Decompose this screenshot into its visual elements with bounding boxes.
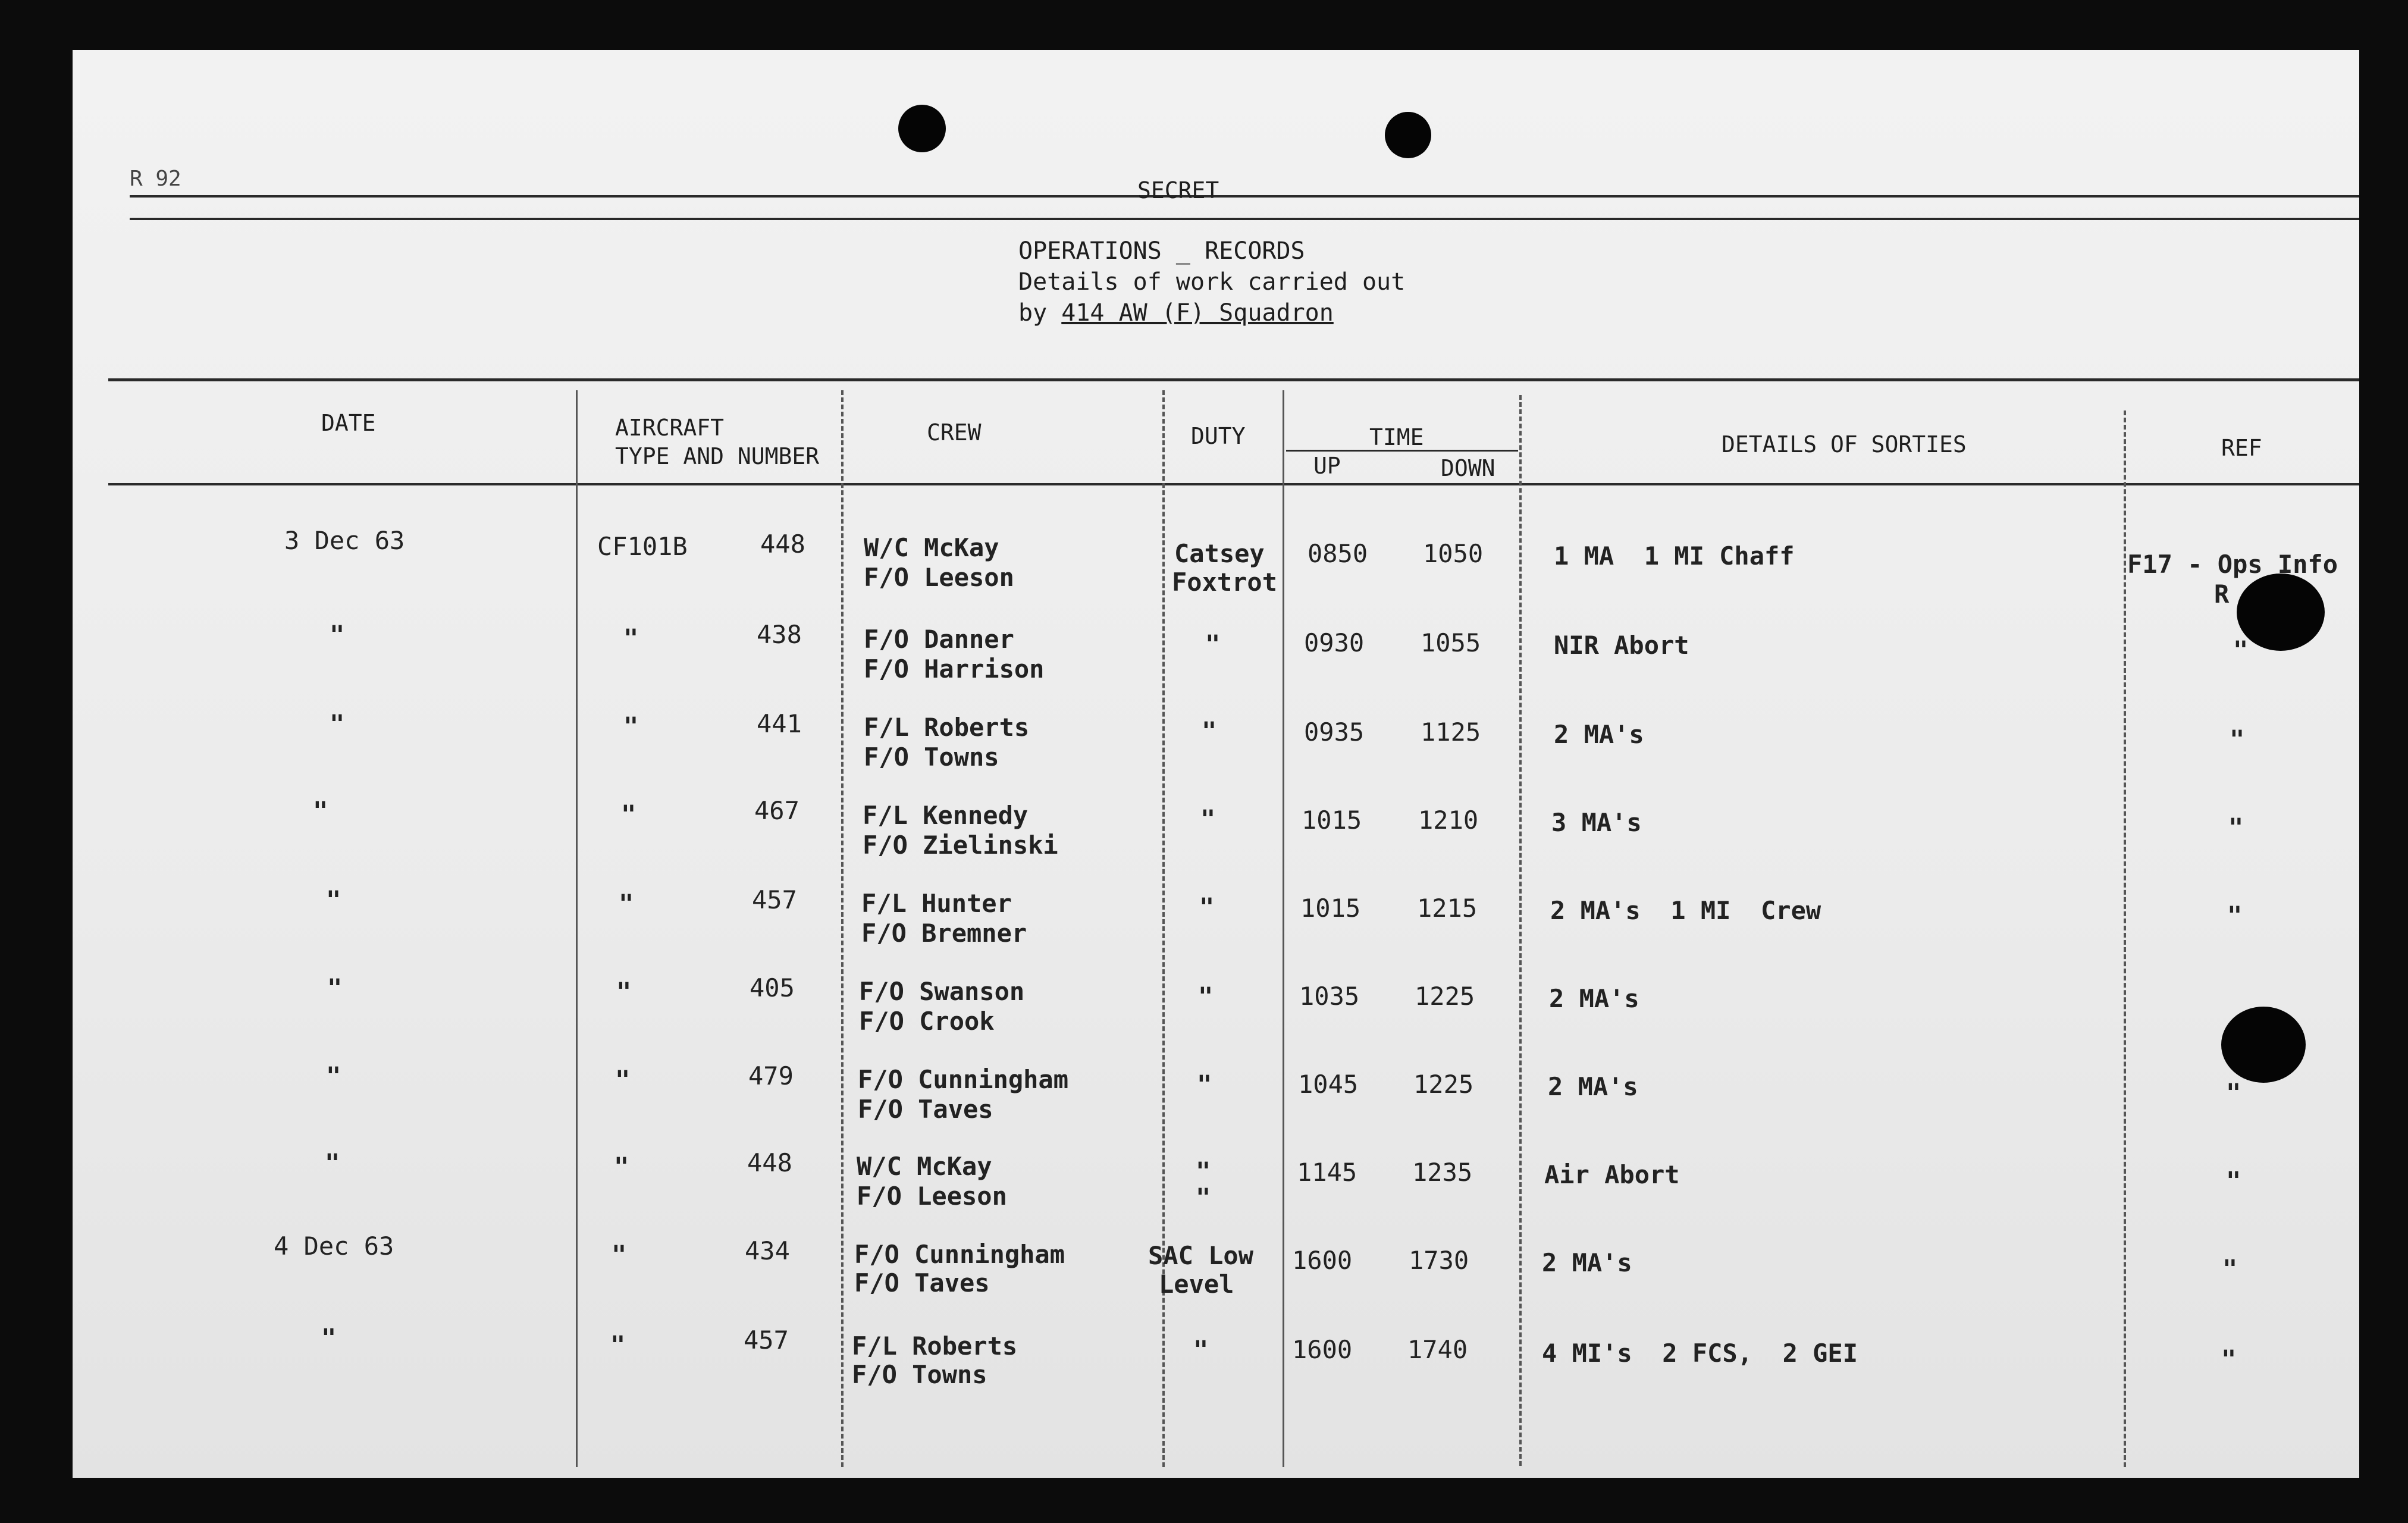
- row-4-ref: ": [2228, 813, 2244, 842]
- row-4-aircraft-type: ": [621, 800, 637, 829]
- header-duty: DUTY: [1191, 423, 1246, 449]
- row-6-crew-2: F/O Crook: [859, 1007, 995, 1036]
- record-sheet: [73, 50, 2359, 1478]
- row-5-crew-1: F/L Hunter: [861, 889, 1012, 918]
- row-9-crew-1: F/O Cunningham: [854, 1240, 1065, 1269]
- row-10-crew-1: F/L Roberts: [852, 1331, 1018, 1361]
- row-6-time-down: 1225: [1415, 982, 1475, 1011]
- row-6-aircraft-number: 405: [750, 973, 795, 1002]
- row-10-details: 4 MI's 2 FCS, 2 GEI: [1542, 1339, 1858, 1368]
- row-5-time-down: 1215: [1417, 894, 1478, 923]
- punch-hole-top-left: [898, 105, 946, 152]
- header-aircraft-line1: AIRCRAFT: [615, 415, 725, 441]
- punch-hole-right-lower: [2221, 1007, 2306, 1083]
- row-4-time-down: 1210: [1418, 806, 1479, 835]
- col-sep-crew: [1162, 390, 1165, 1467]
- row-6-time-up: 1035: [1299, 982, 1360, 1011]
- row-3-crew-1: F/L Roberts: [864, 713, 1030, 742]
- table-top-rule: [108, 378, 2359, 381]
- title-line-2: Details of work carried out: [1018, 268, 1406, 296]
- row-1-duty-2: Foxtrot: [1172, 568, 1278, 597]
- row-8-crew-1: W/C McKay: [857, 1152, 992, 1181]
- row-6-date: ": [327, 973, 343, 1002]
- row-5-aircraft-type: ": [619, 889, 634, 918]
- row-9-crew-2: F/O Taves: [854, 1268, 990, 1298]
- col-sep-details: [2124, 410, 2126, 1467]
- squadron-name: 414 AW (F) Squadron: [1061, 299, 1334, 327]
- row-4-time-up: 1015: [1302, 806, 1362, 835]
- row-10-ref: ": [2221, 1345, 2237, 1374]
- header-time-up: UP: [1313, 453, 1341, 479]
- row-9-date: 4 Dec 63: [274, 1231, 394, 1261]
- row-2-time-down: 1055: [1421, 628, 1481, 657]
- row-9-details: 2 MA's: [1542, 1248, 1632, 1277]
- row-1-ref: F17 - Ops Info: [2127, 550, 2338, 579]
- form-reference: R 92: [130, 167, 181, 191]
- row-7-crew-1: F/O Cunningham: [858, 1065, 1069, 1094]
- punch-hole-right-upper: [2237, 574, 2325, 651]
- header-time-down: DOWN: [1441, 455, 1495, 481]
- row-9-time-up: 1600: [1292, 1246, 1353, 1275]
- row-9-duty-1: SAC Low: [1148, 1241, 1254, 1270]
- row-9-aircraft-type: ": [612, 1240, 627, 1269]
- row-8-crew-2: F/O Leeson: [857, 1182, 1007, 1211]
- row-9-time-down: 1730: [1409, 1246, 1469, 1275]
- row-1-ref-2: R: [2214, 579, 2230, 609]
- row-2-aircraft-number: 438: [757, 620, 802, 649]
- header-aircraft-line2: TYPE AND NUMBER: [615, 443, 820, 469]
- row-9-ref: ": [2222, 1254, 2238, 1283]
- row-5-time-up: 1015: [1300, 894, 1361, 923]
- header-time: TIME: [1369, 424, 1424, 450]
- row-1-time-up: 0850: [1308, 539, 1368, 568]
- row-10-crew-2: F/O Towns: [852, 1360, 987, 1389]
- row-10-aircraft-number: 457: [744, 1325, 789, 1355]
- row-4-details: 3 MA's: [1551, 808, 1642, 837]
- row-10-date: ": [321, 1323, 337, 1352]
- row-2-aircraft-type: ": [623, 623, 639, 653]
- row-2-ref: ": [2233, 635, 2249, 665]
- row-1-details: 1 MA 1 MI Chaff: [1554, 541, 1795, 571]
- row-7-crew-2: F/O Taves: [858, 1095, 993, 1124]
- row-2-crew-2: F/O Harrison: [864, 654, 1045, 684]
- row-3-time-up: 0935: [1304, 717, 1365, 747]
- row-2-crew-1: F/O Danner: [864, 625, 1014, 654]
- row-8-ref: ": [2226, 1166, 2241, 1195]
- row-3-aircraft-type: ": [623, 712, 639, 741]
- row-4-duty: ": [1200, 804, 1216, 833]
- title-line-1: OPERATIONS _ RECORDS: [1018, 237, 1305, 265]
- row-1-duty-1: Catsey: [1174, 539, 1265, 568]
- row-9-aircraft-number: 434: [745, 1236, 790, 1265]
- row-6-duty: ": [1198, 982, 1214, 1011]
- row-5-ref: ": [2227, 901, 2243, 930]
- row-5-aircraft-number: 457: [752, 885, 797, 914]
- punch-hole-top-right: [1385, 112, 1431, 158]
- row-2-duty: ": [1205, 629, 1221, 659]
- row-4-crew-1: F/L Kennedy: [863, 801, 1029, 830]
- row-7-ref: ": [2226, 1078, 2241, 1107]
- col-sep-aircraft: [841, 390, 844, 1467]
- row-2-details: NIR Abort: [1554, 631, 1689, 660]
- row-5-details: 2 MA's 1 MI Crew: [1550, 896, 1821, 925]
- row-1-crew-2: F/O Leeson: [864, 563, 1014, 592]
- row-8-date: ": [325, 1148, 340, 1177]
- header-date: DATE: [321, 410, 376, 436]
- row-8-time-down: 1235: [1412, 1158, 1473, 1187]
- row-4-date: ": [313, 796, 328, 825]
- row-7-details: 2 MA's: [1548, 1072, 1638, 1101]
- classification-label: SECRET: [1137, 177, 1219, 203]
- header-ref: REF: [2221, 435, 2262, 461]
- title-block: [1018, 236, 1405, 328]
- row-6-aircraft-type: ": [616, 977, 632, 1006]
- row-7-time-down: 1225: [1413, 1070, 1474, 1099]
- row-1-aircraft-type: CF101B: [597, 532, 688, 561]
- row-5-crew-2: F/O Bremner: [861, 919, 1027, 948]
- row-7-aircraft-type: ": [615, 1065, 631, 1094]
- row-1-crew-1: W/C McKay: [864, 533, 999, 562]
- row-4-aircraft-number: 467: [754, 796, 799, 825]
- row-8-aircraft-number: 448: [747, 1148, 792, 1177]
- col-sep-duty: [1283, 390, 1284, 1467]
- row-7-time-up: 1045: [1298, 1070, 1359, 1099]
- row-10-aircraft-type: ": [610, 1330, 626, 1359]
- row-5-duty: ": [1199, 892, 1215, 922]
- row-4-crew-2: F/O Zielinski: [863, 831, 1058, 860]
- row-1-aircraft-number: 448: [760, 529, 805, 559]
- row-3-aircraft-number: 441: [757, 709, 802, 738]
- row-3-time-down: 1125: [1421, 717, 1481, 747]
- col-sep-time: [1519, 395, 1522, 1466]
- top-rule: [130, 195, 2359, 198]
- secret-rule: [130, 218, 2359, 220]
- row-8-duty-1: ": [1196, 1157, 1211, 1186]
- title-line-3: [1018, 297, 1405, 328]
- row-3-details: 2 MA's: [1554, 720, 1644, 749]
- row-6-details: 2 MA's: [1549, 984, 1639, 1013]
- table-header-rule: [108, 483, 2359, 485]
- row-6-crew-1: F/O Swanson: [859, 977, 1025, 1006]
- row-8-time-up: 1145: [1297, 1158, 1357, 1187]
- row-8-details: Air Abort: [1544, 1160, 1680, 1189]
- row-2-date: ": [330, 620, 345, 649]
- row-10-time-down: 1740: [1407, 1335, 1468, 1364]
- row-3-ref: ": [2230, 725, 2245, 754]
- row-5-date: ": [326, 885, 341, 914]
- row-2-time-up: 0930: [1304, 628, 1365, 657]
- row-7-aircraft-number: 479: [748, 1061, 794, 1090]
- row-8-duty-2: ": [1196, 1183, 1211, 1212]
- header-crew: CREW: [927, 419, 982, 446]
- title-prefix: by: [1018, 299, 1062, 327]
- row-3-crew-2: F/O Towns: [864, 742, 999, 772]
- row-3-duty: ": [1202, 716, 1217, 745]
- row-1-date: 3 Dec 63: [284, 526, 405, 555]
- row-7-duty: ": [1197, 1070, 1212, 1099]
- row-8-aircraft-type: ": [614, 1152, 629, 1181]
- row-3-date: ": [330, 709, 345, 738]
- row-10-time-up: 1600: [1292, 1335, 1353, 1364]
- col-sep-date: [576, 390, 578, 1467]
- row-1-time-down: 1050: [1423, 539, 1484, 568]
- row-10-duty: ": [1193, 1335, 1209, 1364]
- header-details: DETAILS OF SORTIES: [1722, 431, 1967, 457]
- row-9-duty-2: Level: [1159, 1270, 1234, 1299]
- row-7-date: ": [326, 1061, 341, 1090]
